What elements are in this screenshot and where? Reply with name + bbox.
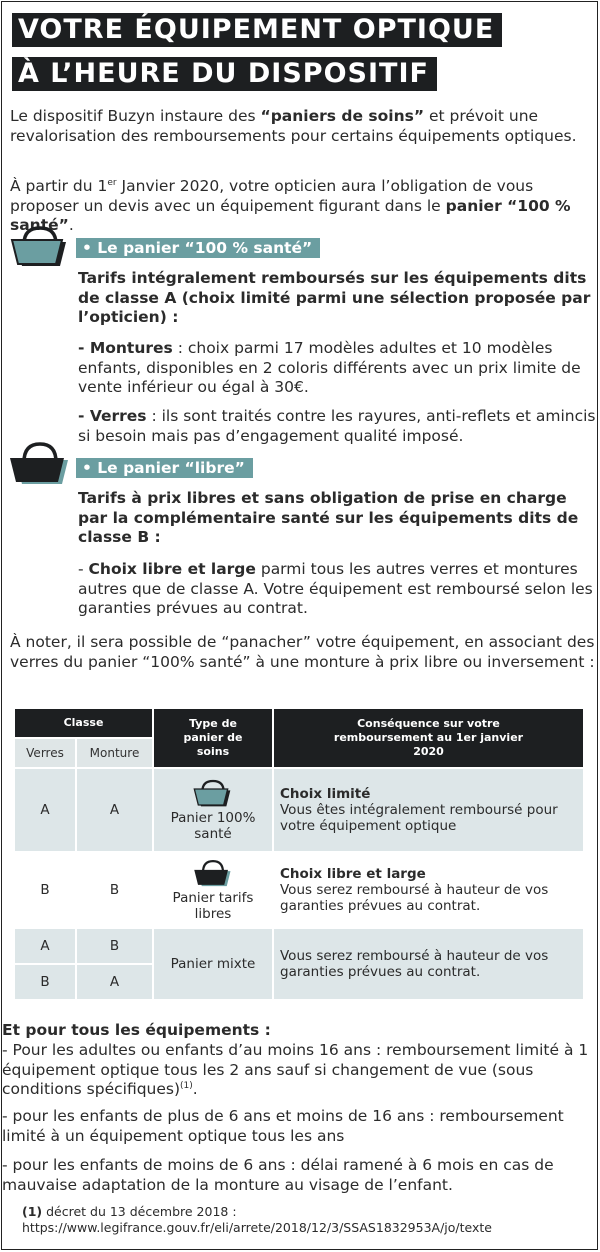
tous-item-3: - pour les enfants de moins de 6 ans : délai ramené à 6 mois en cas de mauvaise adaptation de la monture au visage de l’enfant.: [2, 1156, 554, 1194]
tag-panier-100: • Le panier “100 % santé”: [76, 238, 320, 258]
tous-item-2: - pour les enfants de plus de 6 ans et moins de 16 ans : remboursement limité à un équipement optique tous les ans: [2, 1107, 564, 1145]
tous-heading: Et pour tous les équipements :: [2, 1021, 271, 1039]
cell-monture: B: [77, 853, 152, 927]
header-classe: Classe: [15, 709, 152, 737]
basket-teal-icon: [193, 778, 233, 808]
cell-monture: A: [77, 769, 152, 851]
panier-100-montures: - Montures : choix parmi 17 modèles adultes et 10 modèles enfants, disponibles en 2 coloris différents avec un prix limite de vente inférieur ou égal à 30€.: [78, 339, 581, 396]
cell-type: Panier mixte: [154, 929, 272, 999]
comparison-table: [13, 707, 585, 1001]
cell-verres: B: [15, 965, 75, 999]
panier-libre-heading: Tarifs à prix libres et sans obligation de prise en charge par la complémentaire santé sur les équipements dits de classe B :: [78, 489, 579, 546]
cell-consequence: Vous serez remboursé à hauteur de vos garanties prévues au contrat.: [274, 929, 583, 999]
table-row: [15, 769, 583, 851]
cell-monture: B: [77, 929, 152, 963]
tag-panier-libre: • Le panier “libre”: [76, 458, 253, 478]
panier-100-verres: - Verres : ils sont traités contre les rayures, anti-reflets et amincis si besoin mais pas d’engagement qualité imposé.: [78, 407, 596, 445]
table-row: [15, 929, 583, 963]
intro-paragraph-2: À partir du 1er Janvier 2020, votre opticien aura l’obligation de vous proposer un devis avec un équipement figurant dans le panier “100 % santé”.: [10, 177, 571, 234]
title-line-2: À L’HEURE DU DISPOSITIF: [12, 57, 437, 91]
header-type: Type de panier de soins: [154, 709, 272, 767]
cell-verres: B: [15, 853, 75, 927]
consequence-text: Vous êtes intégralement remboursé pour votre équipement optique: [280, 802, 558, 834]
cell-consequence: [274, 853, 583, 927]
cell-consequence: [274, 769, 583, 851]
consequence-title: Choix libre et large: [280, 866, 426, 882]
header-consequence: Conséquence sur votre remboursement au 1er janvier 2020: [274, 709, 583, 767]
panier-libre-choix: - Choix libre et large parmi tous les autres verres et montures autres que de classe A. Votre équipement est remboursé selon les garanties prévues au contrat.: [78, 560, 593, 617]
cell-monture: A: [77, 965, 152, 999]
type-label: Panier 100% santé: [170, 810, 256, 842]
note-panacher: À noter, il sera possible de “panacher” votre équipement, en associant des verres du panier “100% santé” à une monture à prix libre ou inversement :: [10, 633, 595, 671]
cell-verres: A: [15, 769, 75, 851]
subheader-verres: Verres: [15, 739, 75, 767]
panier-100-heading: Tarifs intégralement remboursés sur les équipements dits de classe A (choix limité parmi une sélection proposée par l’opticien) :: [78, 269, 591, 326]
type-label: Panier tarifs libres: [172, 890, 254, 922]
cell-type: [154, 853, 272, 927]
basket-teal-icon: [10, 224, 70, 268]
cell-verres: A: [15, 929, 75, 963]
basket-dark-icon: [193, 858, 233, 888]
consequence-title: Choix limité: [280, 786, 371, 802]
intro-paragraph-1: Le dispositif Buzyn instaure des “paniers de soins” et prévoit une revalorisation des remboursements pour certains équipements optiques.: [10, 107, 577, 145]
consequence-text: Vous serez remboursé à hauteur de vos garanties prévues au contrat.: [280, 882, 549, 914]
basket-dark-icon: [8, 440, 72, 486]
table-row: [15, 853, 583, 927]
title-line-1: VOTRE ÉQUIPEMENT OPTIQUE: [12, 13, 502, 47]
cell-type: [154, 769, 272, 851]
footnote: (1) décret du 13 décembre 2018 : https://www.legifrance.gouv.fr/eli/arrete/2018/12/3/SSAS1832953A/jo/texte: [22, 1204, 492, 1235]
tous-item-1: - Pour les adultes ou enfants d’au moins 16 ans : remboursement limité à 1 équipement optique tous les 2 ans sauf si changement de vue (sous conditions spécifiques)$^{(1)}$.: [2, 1041, 589, 1098]
subheader-monture: Monture: [77, 739, 152, 767]
